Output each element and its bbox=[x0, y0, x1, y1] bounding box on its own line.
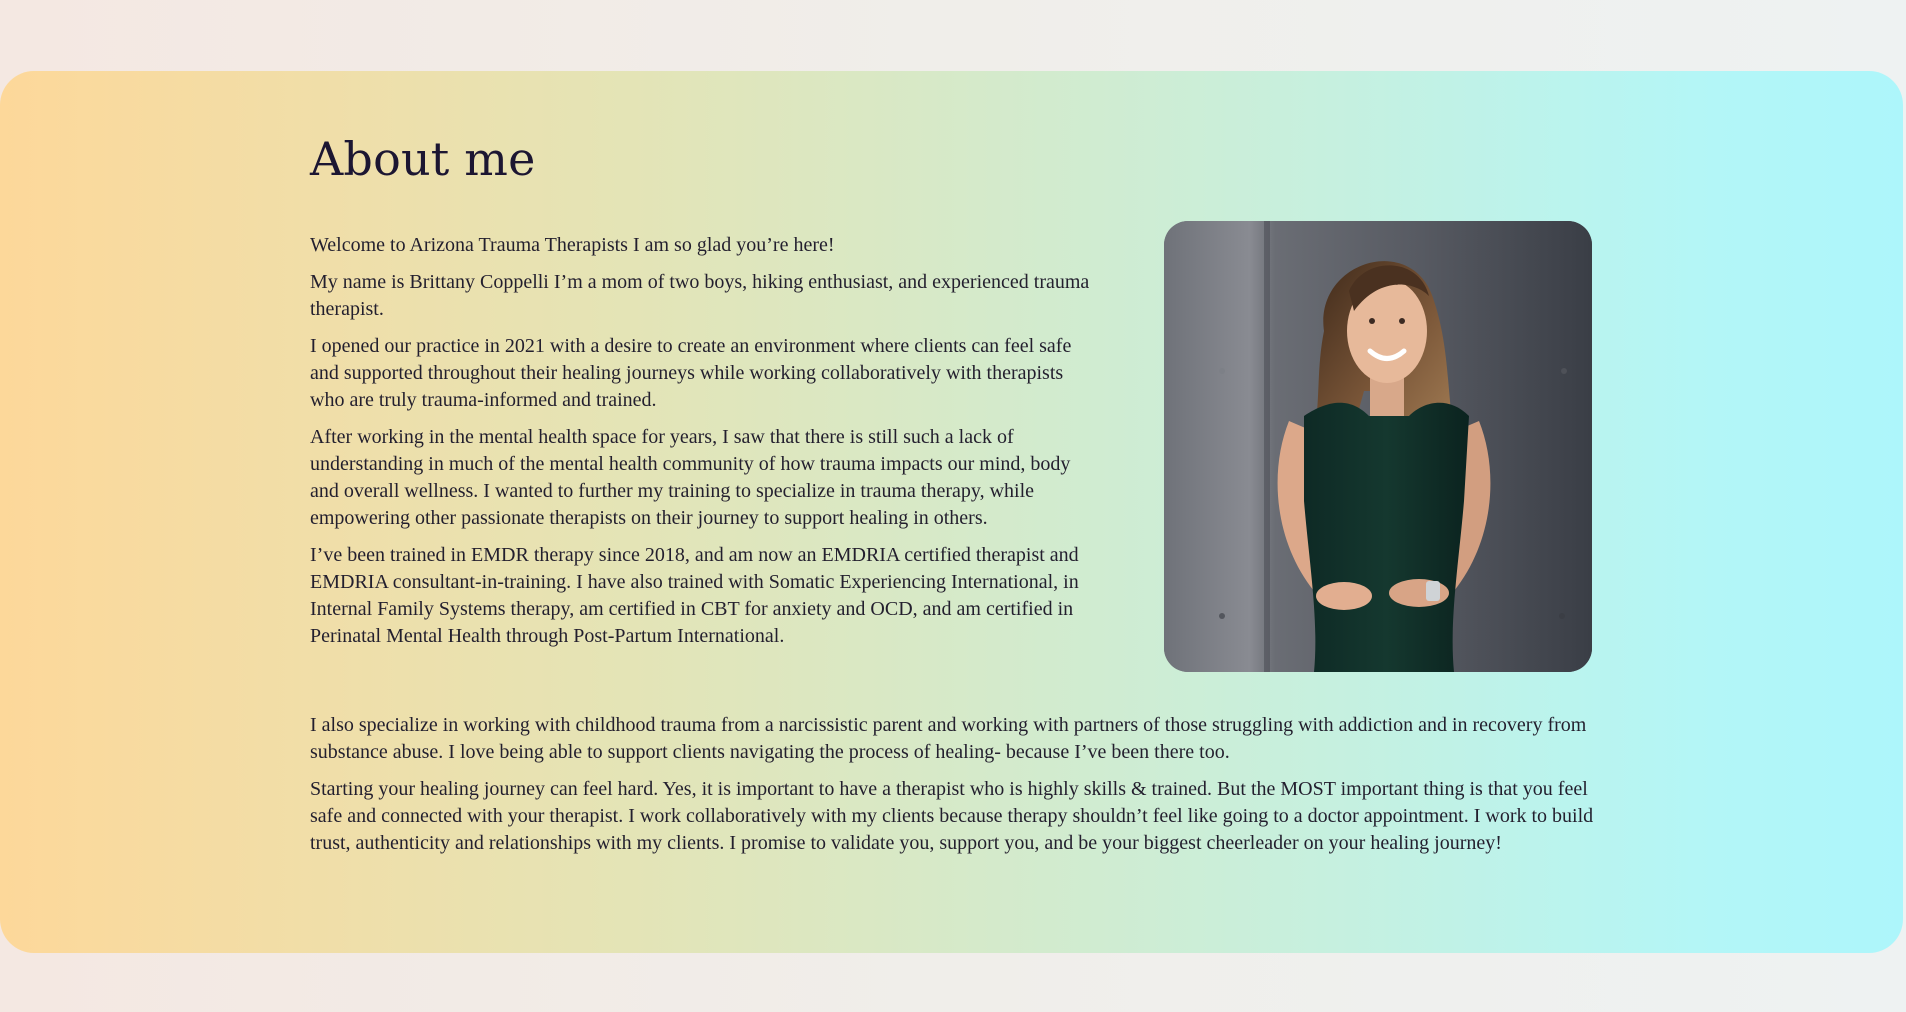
about-content bbox=[310, 71, 1594, 953]
paragraph-welcome: Welcome to Arizona Trauma Therapists I am so glad you’re here! bbox=[310, 234, 835, 256]
paragraph-name: My name is Brittany Coppelli I’m a mom of two boys, hiking enthusiast, and experienced trauma therapist. bbox=[310, 271, 1090, 320]
portrait-photo bbox=[1164, 221, 1592, 672]
intro-text-column bbox=[310, 232, 1100, 660]
about-section bbox=[0, 71, 1903, 953]
paragraph-healing-journey: Starting your healing journey can feel hard. Yes, it is important to have a therapist who is highly skills & trained. But the MOST important thing is that you feel safe and connected with your therapist. I work collaboratively with my clients because therapy shouldn’t feel like going to a doctor appointment. I work to build trust, authenticity and relationships with my clients. I promise to validate you, support you, and be your biggest cheerleader on your healing journey! bbox=[310, 778, 1594, 854]
section-title: About me bbox=[310, 132, 536, 186]
portrait-illustration-icon bbox=[1164, 221, 1592, 672]
paragraph-specialization: I also specialize in working with childhood trauma from a narcissistic parent and working with partners of those struggling with addiction and in recovery from substance abuse. I love being able to support clients navigating the process of healing- because I’ve been there too. bbox=[310, 714, 1587, 763]
extended-text-column bbox=[310, 712, 1595, 867]
paragraph-training: I’ve been trained in EMDR therapy since 2018, and am now an EMDRIA certified therapist and EMDRIA consultant-in-training. I have also trained with Somatic Experiencing International, in Internal Family Systems therapy, am certified in CBT for anxiety and OCD, and am certified in Perinatal Mental Health through Post-Partum International. bbox=[310, 544, 1079, 647]
paragraph-practice: I opened our practice in 2021 with a desire to create an environment where clients can feel safe and supported throughout their healing journeys while working collaboratively with therapists who are truly trauma-informed and trained. bbox=[310, 335, 1072, 411]
paragraph-experience: After working in the mental health space for years, I saw that there is still such a lack of understanding in much of the mental health community of how trauma impacts our mind, body and overall wellness. I wanted to further my training to specialize in trauma therapy, while empowering other passionate therapists on their journey to support healing in others. bbox=[310, 426, 1071, 529]
